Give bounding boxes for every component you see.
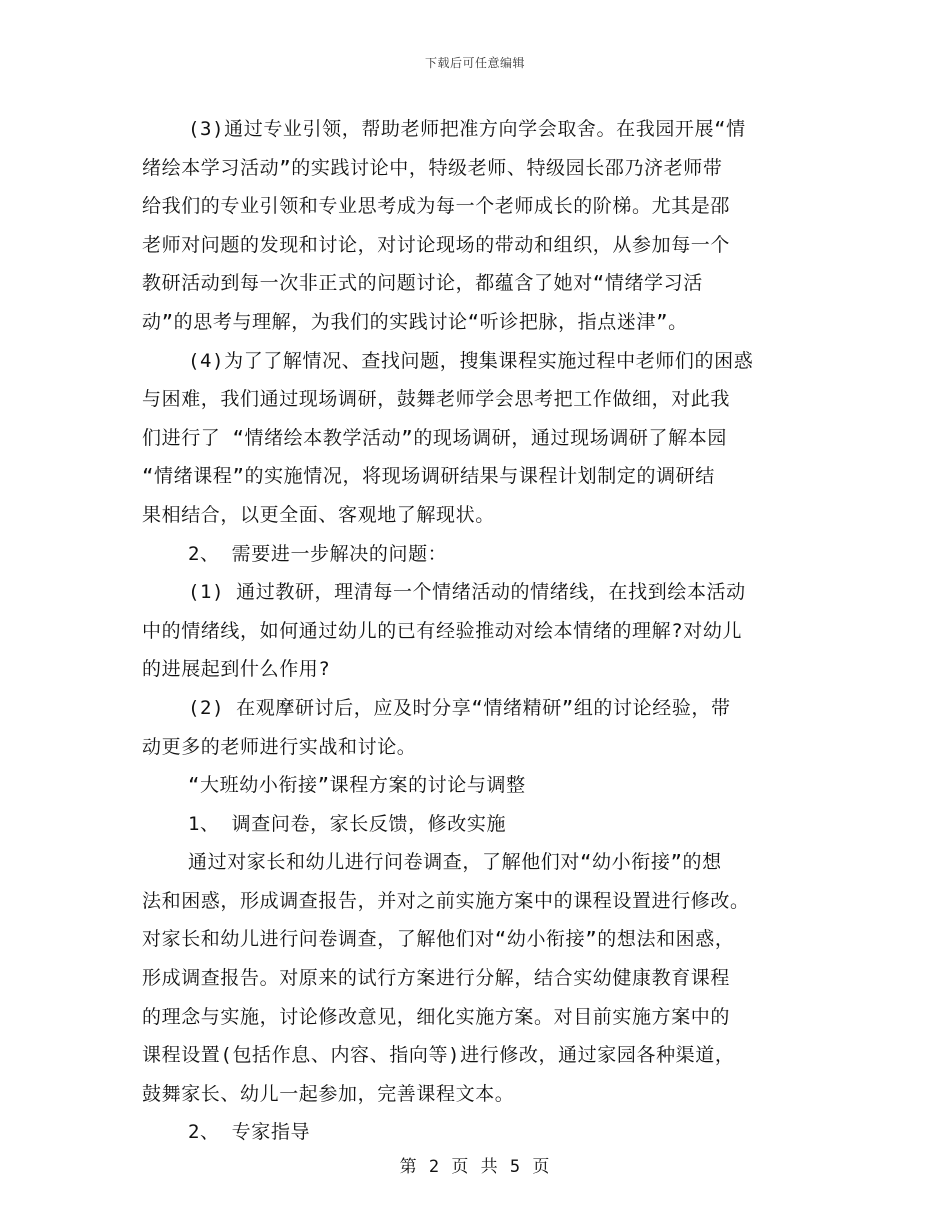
text-line: 绪绘本学习活动”的实践讨论中，特级老师、特级园长邵乃济老师带 (142, 156, 723, 179)
page-header: 下载后可任意编辑 (424, 56, 525, 70)
text-line: 鼓舞家长、幼儿一起参加，完善课程文本。 (142, 1082, 515, 1105)
text-line: (4)为了了解情况、查找问题，搜集课程实施过程中老师们的困惑 (188, 349, 754, 372)
text-line: 2、 需要进一步解决的问题： (188, 542, 448, 565)
document-body (142, 110, 822, 1152)
text-line: 中的情绪线，如何通过幼儿的已有经验推动对绘本情绪的理解?对幼儿 (142, 619, 743, 642)
text-line: 法和困惑，形成调查报告，并对之前实施方案中的课程设置进行修改。 (142, 889, 750, 912)
text-line: 教研活动到每一次非正式的问题讨论，都蕴含了她对“情绪学习活 (142, 272, 703, 295)
text-line: 老师对问题的发现和讨论，对讨论现场的带动和组织，从参加每一个 (142, 233, 731, 256)
text-line: 课程设置(包括作息、内容、指向等)进行修改，通过家园各种渠道， (142, 1044, 735, 1067)
text-line: (2) 在观摩研讨后，应及时分享“情绪精研”组的讨论经验，带 (188, 696, 731, 719)
text-line: “情绪课程”的实施情况，将现场调研结果与课程计划制定的调研结 (142, 465, 715, 488)
text-line: 的理念与实施，讨论修改意见，细化实施方案。对目前实施方案中的 (142, 1005, 731, 1028)
text-line: 动”的思考与理解，为我们的实践讨论“听诊把脉，指点迷津”。 (142, 310, 688, 333)
text-line: 动更多的老师进行实战和讨论。 (142, 735, 417, 758)
text-line: 通过对家长和幼儿进行问卷调查，了解他们对“幼小衔接”的想 (188, 851, 722, 874)
text-line: 与困难，我们通过现场调研，鼓舞老师学会思考把工作做细，对此我 (142, 388, 731, 411)
text-line: (3)通过专业引领，帮助老师把准方向学会取舍。在我园开展“情 (188, 118, 746, 140)
text-line: 果相结合，以更全面、客观地了解现状。 (142, 503, 495, 526)
text-line: 的进展起到什么作用? (142, 658, 331, 681)
text-line: 形成调查报告。对原来的试行方案进行分解，结合实幼健康教育课程 (142, 967, 731, 990)
page-footer: 第 2 页 共 5 页 (399, 1157, 551, 1177)
text-line: (1) 通过教研，理清每一个情绪活动的情绪线，在找到绘本活动 (188, 581, 746, 604)
text-line: 对家长和幼儿进行问卷调查，了解他们对“幼小衔接”的想法和困惑， (142, 928, 735, 951)
text-line: 1、 调查问卷，家长反馈，修改实施 (188, 812, 507, 835)
text-line: 2、 专家指导 (188, 1121, 311, 1144)
text-line: 们进行了 “情绪绘本教学活动”的现场调研，通过现场调研了解本园 (142, 426, 727, 449)
text-line: “大班幼小衔接”课程方案的讨论与调整 (188, 774, 526, 797)
text-line: 给我们的专业引领和专业思考成为每一个老师成长的阶梯。尤其是邵 (142, 195, 731, 218)
